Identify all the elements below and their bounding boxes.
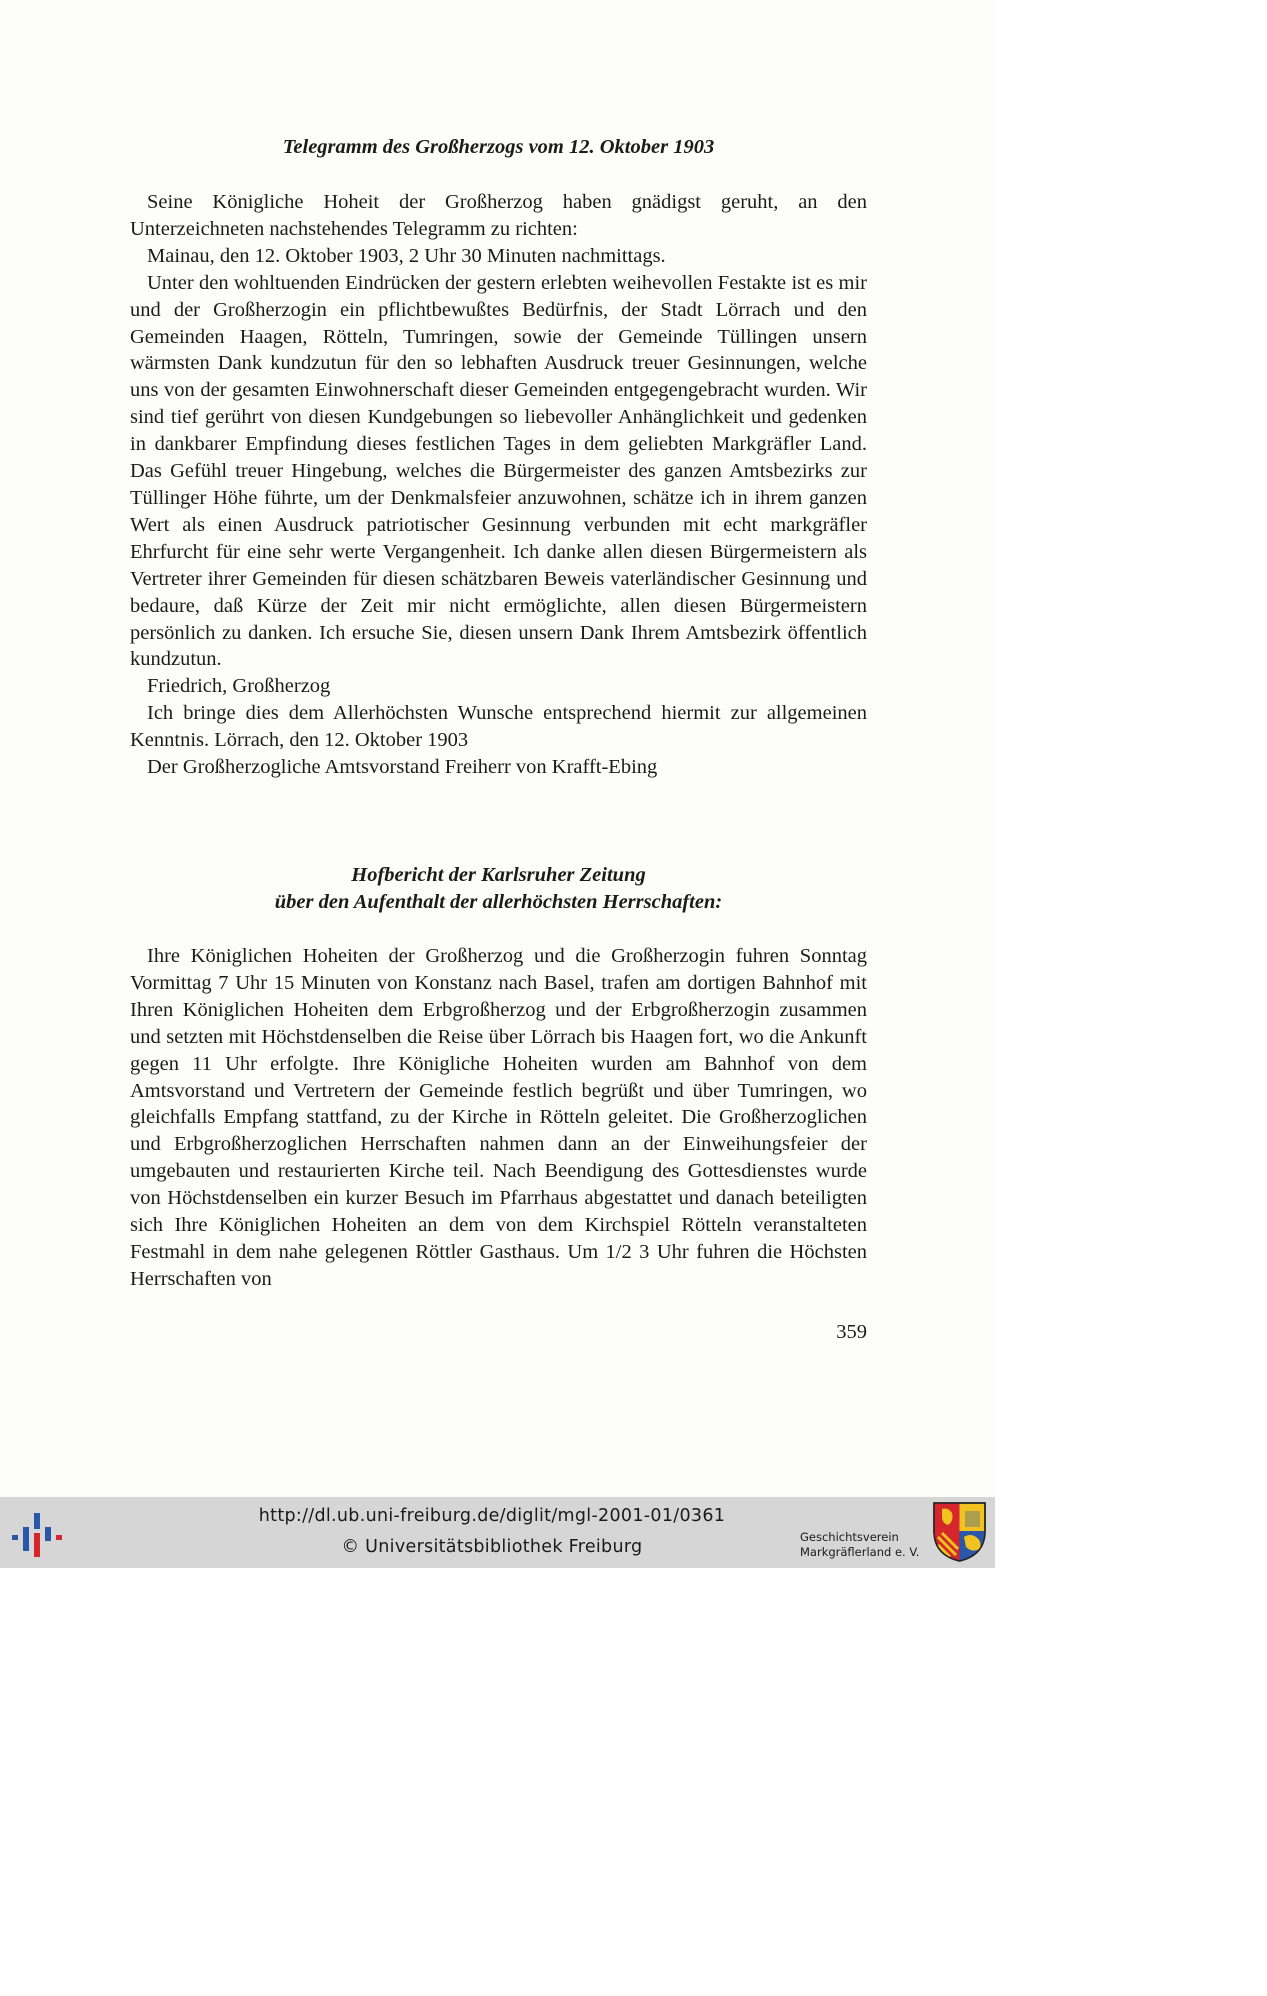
announcement-paragraph: Ich bringe dies dem Allerhöchsten Wunsche entsprechend hiermit zur allgemeinen Kenntnis. Lörrach, den 12. Oktober 1903 [130,702,867,752]
telegram-heading: Telegramm des Großherzogs vom 12. Oktober 1903 [282,136,715,158]
document-url-link[interactable]: http://dl.ub.uni-freiburg.de/diglit/mgl-2001-01/0361 [258,1506,726,1526]
telegram-body: Unter den wohltuenden Eindrücken der gestern erlebten weihevollen Festakte ist es mir und der Großherzogin ein pflichtbewußtes Bedürfnis, der Stadt Lörrach und den Gemeinden Haagen, Rötteln, Tumringen, sowie der Gemeinde Tüllingen unsern wärmsten Dank kundzutun für den so lebhaften Ausdruck treuer Gesinnungen, welche uns von der gesamten Einwohnerschaft dieser Gemeinden entgegengebracht wurden. Wir sind tief gerührt von diesen Kundgebungen so liebevoller Anhänglichkeit und gedenken in dankbarer Empfindung dieses festlichen Tages in dem geliebten Markgräfler Land. Das Gefühl treuer Hingebung, welches die Bürgermeister des ganzen Amtsbezirks zur Tüllinger Höhe führte, um der Denkmalsfeier anzuwohnen, schätze ich in ihrem ganzen Wert als einen Ausdruck patriotischer Gesinnung verbunden mit echt markgräfler Ehrfurcht für eine sehr werte Vergangenheit. Ich danke allen diesen Bürgermeistern als Vertreter ihrer Gemeinden für diesen schätzbaren Beweis vaterländischer Gesinnung und bedaure, daß Kürze der Zeit mir nicht ermöglichte, allen diesen Bürgermeistern persönlich zu danken. Ich ersuche Sie, diesen unsern Dank Ihrem Amtsbezirk öffentlich kundzutun. [130,271,867,671]
report-heading-line2: über den Aufenthalt der allerhöchsten Herrschaften: [274,891,723,913]
telegram-signature: Friedrich, Großherzog [147,675,331,698]
report-heading-line1: Hofbericht der Karlsruher Zeitung [351,864,646,886]
official-signature: Der Großherzogliche Amtsvorstand Freiherr von Krafft-Ebing [147,756,658,779]
ub-freiburg-logo-icon [12,1513,64,1557]
intro-paragraph: Seine Königliche Hoheit der Großherzog haben gnädigst geruht, an den Unterzeichneten nachstehendes Telegramm zu richten: [130,191,867,240]
telegram-section [130,189,867,781]
markgraeflerland-crest-icon [932,1501,987,1563]
telegram-dateline: Mainau, den 12. Oktober 1903, 2 Uhr 30 Minuten nachmittags. [147,244,666,267]
society-name [800,1530,930,1560]
footer-bar [0,1497,995,1568]
society-name-line1: Geschichtsverein [800,1530,899,1544]
report-section [130,943,867,1293]
page-number: 359 [836,1321,867,1343]
society-name-line2: Markgräflerland e. V. [800,1545,920,1559]
copyright-notice: © Universitätsbibliothek Freiburg [341,1537,643,1557]
report-body: Ihre Königlichen Hoheiten der Großherzog und die Großherzogin fuhren Sonntag Vormittag 7 Uhr 15 Minuten von Konstanz nach Basel, trafen am dortigen Bahnhof mit Ihren Königlichen Hoheiten dem Erbgroßherzog und der Erbgroßherzogin zusammen und setzten mit Höchstdenselben die Reise über Lörrach bis Haagen fort, wo die Ankunft gegen 11 Uhr erfolgte. Ihre Königliche Hoheiten wurden am Bahnhof von dem Amtsvorstand und Vertretern der Gemeinde festlich begrüßt und über Tumringen, wo gleichfalls Empfang stattfand, zu der Kirche in Rötteln geleitet. Die Großherzoglichen und Erbgroßherzoglichen Herrschaften nahmen dann an der Einweihungsfeier der umgebauten und restaurierten Kirche teil. Nach Beendigung des Gottesdienstes wurde von Höchstdenselben ein kurzer Besuch im Pfarrhaus abgestattet und danach beteiligten sich Ihre Königlichen Hoheiten an dem von dem Kirchspiel Rötteln veranstalteten Festmahl in dem nahe gelegenen Röttler Gasthaus. Um 1/2 3 Uhr fuhren die Höchsten Herrschaften von [130,945,867,1290]
